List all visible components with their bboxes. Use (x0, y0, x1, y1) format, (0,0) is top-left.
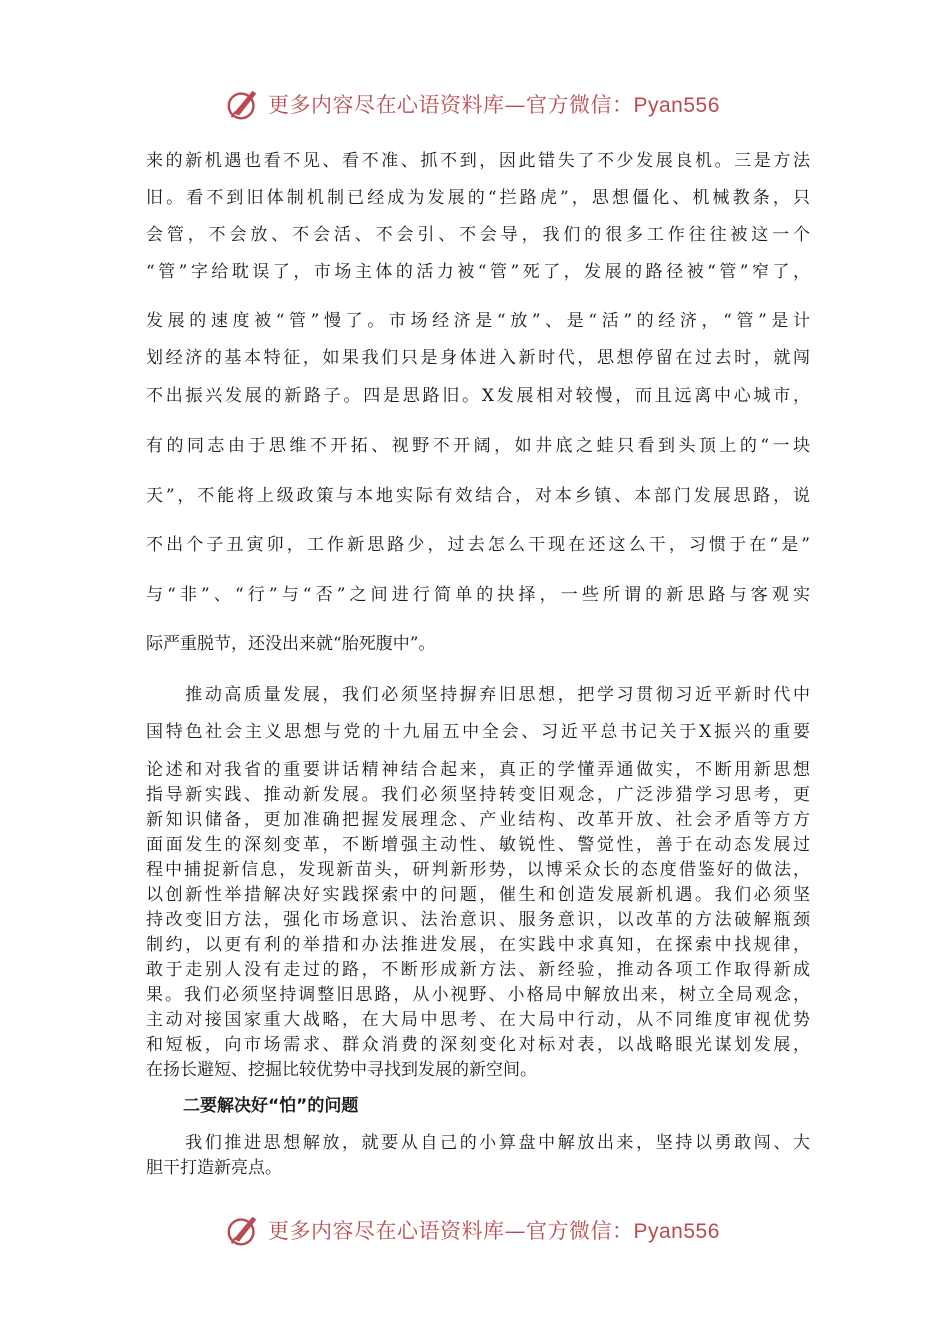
body-line: 发展的速度被“管”慢了。市场经济是“放”、是“活”的经济，“管”是计 (146, 311, 810, 331)
body-line: 持改变旧方法，强化市场意识、法治意识、服务意识，以改革的方法破解瓶颈 (146, 910, 810, 930)
body-line: 国特色社会主义思想与党的十九届五中全会、习近平总书记关于X振兴的重要 (146, 722, 810, 742)
header-wechat-id: Pyan556 (633, 94, 720, 117)
body-line: 新知识储备，更加准确把握发展理念、产业结构、改革开放、社会矛盾等方方 (146, 810, 810, 830)
footer-banner-label: 更多内容尽在心语资料库—官方微信： (268, 1219, 634, 1243)
body-line: 不出振兴发展的新路子。四是思路旧。X发展相对较慢，而且远离中心城市， (146, 386, 810, 406)
body-line: 主动对接国家重大战略，在大局中思考、在大局中行动，从不同维度审视优势 (146, 1010, 810, 1030)
body-line: 以创新性举措解决好实践探索中的问题，催生和创造发展新机遇。我们必须坚 (146, 885, 810, 905)
footer-banner-text (268, 1215, 720, 1245)
footer-wechat-id: Pyan556 (633, 1220, 720, 1243)
body-line: 际严重脱节，还没出来就“胎死腹中”。 (146, 634, 436, 654)
body-line: 胆干打造新亮点。 (146, 1158, 282, 1178)
body-line: 不出个子丑寅卯，工作新思路少，过去怎么干现在还这么干，习惯于在“是” (146, 535, 810, 555)
quill-logo-icon (224, 1211, 262, 1249)
body-line: 论述和对我省的重要讲话精神结合起来，真正的学懂弄通做实，不断用新思想 (146, 760, 810, 780)
body-line: 来的新机遇也看不见、看不准、抓不到，因此错失了不少发展良机。三是方法 (146, 151, 810, 171)
section-heading: 二要解决好“怕”的问题 (183, 1096, 359, 1116)
body-line: 会管，不会放、不会活、不会引、不会导，我们的很多工作往往被这一个 (146, 225, 810, 245)
body-line: 在扬长避短、挖掘比较优势中寻找到发展的新空间。 (146, 1060, 537, 1080)
body-line: 程中捕捉新信息，发现新苗头，研判新形势，以博采众长的态度借鉴好的做法， (146, 860, 810, 880)
quill-logo-icon (224, 85, 262, 123)
body-line: 与“非”、“行”与“否”之间进行简单的抉择，一些所谓的新思路与客观实 (146, 585, 810, 605)
body-line: 制约，以更有利的举措和办法推进发展，在实践中求真知，在探索中找规律， (146, 935, 810, 955)
body-line: 敢于走别人没有走过的路，不断形成新方法、新经验，推动各项工作取得新成 (146, 960, 810, 980)
body-line: 我们推进思想解放，就要从自己的小算盘中解放出来，坚持以勇敢闯、大 (146, 1133, 810, 1153)
body-line: 划经济的基本特征，如果我们只是身体进入新时代，思想停留在过去时，就闯 (146, 348, 810, 368)
body-line: 指导新实践、推动新发展。我们必须坚持转变旧观念，广泛涉猎学习思考，更 (146, 785, 810, 805)
body-line: 面面发生的深刻变革，不断增强主动性、敏锐性、警觉性，善于在动态发展过 (146, 835, 810, 855)
body-line: 推动高质量发展，我们必须坚持摒弃旧思想，把学习贯彻习近平新时代中 (146, 685, 810, 705)
body-line: 天”，不能将上级政策与本地实际有效结合，对本乡镇、本部门发展思路，说 (146, 486, 810, 506)
body-line: 有的同志由于思维不开拓、视野不开阔，如井底之蛙只看到头顶上的“一块 (146, 436, 810, 456)
body-line: 旧。看不到旧体制机制已经成为发展的“拦路虎”，思想僵化、机械教条，只 (146, 188, 810, 208)
footer-banner (224, 1210, 720, 1250)
body-line: 和短板，向市场需求、群众消费的深刻变化对标对表，以战略眼光谋划发展， (146, 1035, 810, 1055)
body-line: “管”字给耽误了，市场主体的活力被“管”死了，发展的路径被“管”窄了， (146, 262, 810, 282)
body-line: 果。我们必须坚持调整旧思路，从小视野、小格局中解放出来，树立全局观念， (146, 985, 810, 1005)
header-banner-text (268, 89, 720, 119)
header-banner-label: 更多内容尽在心语资料库—官方微信： (268, 93, 634, 117)
header-banner (224, 84, 720, 124)
